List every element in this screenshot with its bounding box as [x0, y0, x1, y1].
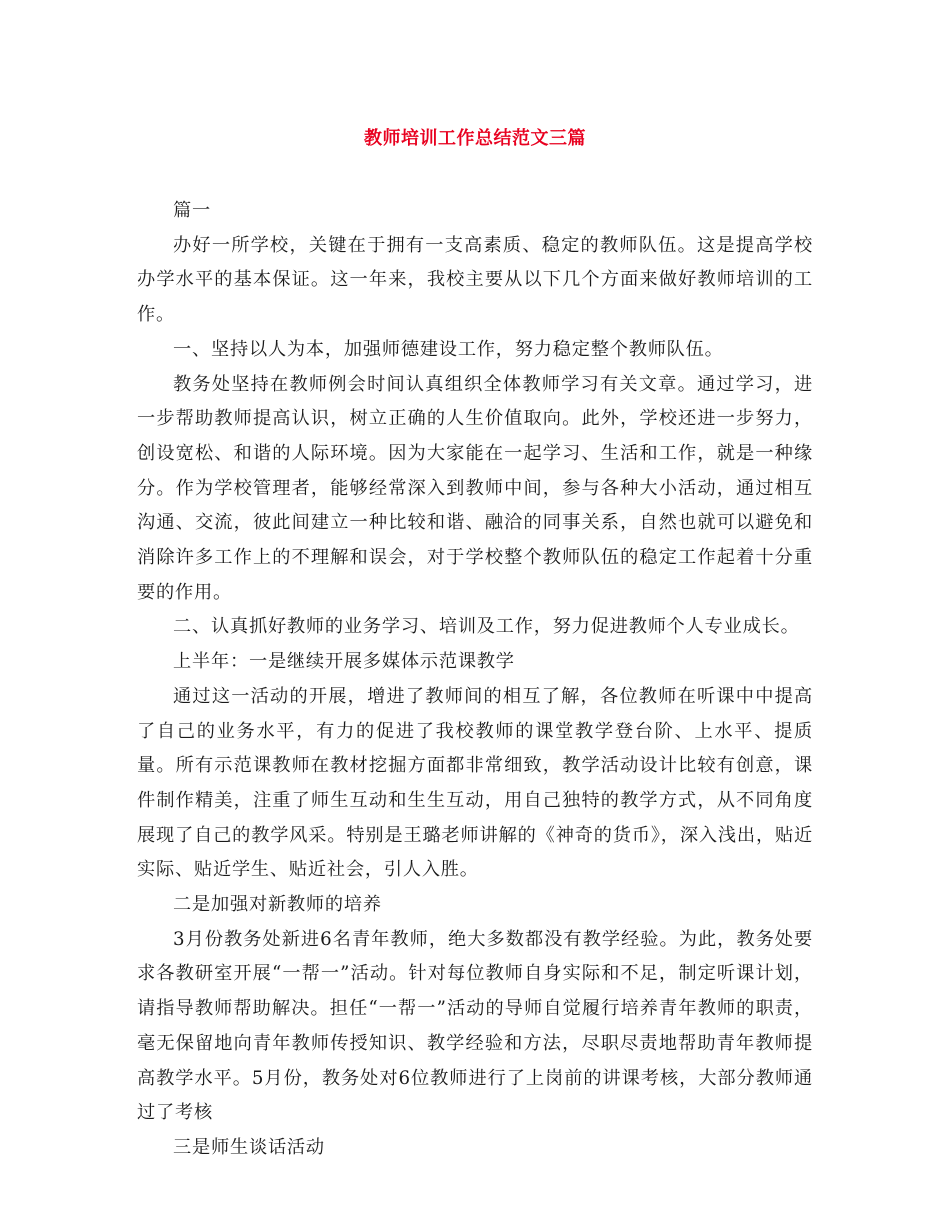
intro-paragraph: 办好一所学校，关键在于拥有一支高素质、稳定的教师队伍。这是提高学校办学水平的基本保证。这一年来，我校主要从以下几个方面来做好教师培训的工作。: [137, 234, 813, 326]
paragraph-new-teachers: 3月份教务处新进6名青年教师，绝大多数都没有教学经验。为此，教务处要求各教研室开展“一帮一”活动。针对每位教师自身实际和不足，制定听课计划，请指导教师帮助解决。担任“一帮一”活动的导师自觉履行培养青年教师的职责，毫无保留地向青年教师传授知识、教学经验和方法，尽职尽责地帮助青年教师提高教学水平。5月份，教务处对6位教师进行了上岗前的讲课考核，大部分教师通过了考核: [137, 928, 813, 1124]
subheading-new-teachers: 二是加强对新教师的培养: [173, 894, 382, 916]
section-heading-1: 一、坚持以人为本，加强师德建设工作，努力稳定整个教师队伍。: [173, 338, 724, 360]
document-title: 教师培训工作总结范文三篇: [364, 128, 586, 149]
subheading-talks: 三是师生谈话活动: [173, 1136, 325, 1158]
section-heading-part-one: 篇一: [173, 200, 211, 221]
paragraph-demo-lessons: 通过这一活动的开展，增进了教师间的相互了解，各位教师在听课中中提高了自己的业务水平，有力的促进了我校教师的课堂教学登台阶、上水平、提质量。所有示范课教师在教材挖掘方面都非常细致，教学活动设计比较有创意，课件制作精美，注重了师生互动和生生互动，用自己独特的教学方式，从不同角度展现了自己的教学风采。特别是王璐老师讲解的《神奇的货币》，深入浅出，贴近实际、贴近学生、贴近社会，引人入胜。: [137, 685, 813, 881]
paragraph-ethics: 教务处坚持在教师例会时间认真组织全体教师学习有关文章。通过学习，进一步帮助教师提高认识，树立正确的人生价值取向。此外，学校还进一步努力，创设宽松、和谐的人际环境。因为大家能在一起学习、生活和工作，就是一种缘分。作为学校管理者，能够经常深入到教师中间，参与各种大小活动，通过相互沟通、交流，彼此间建立一种比较和谐、融洽的同事关系，自然也就可以避免和消除许多工作上的不理解和误会，对于学校整个教师队伍的稳定工作起着十分重要的作用。: [137, 373, 813, 603]
subheading-first-half: 上半年：一是继续开展多媒体示范课教学: [173, 651, 515, 673]
section-heading-2: 二、认真抓好教师的业务学习、培训及工作，努力促进教师个人专业成长。: [173, 616, 800, 638]
document-body: [137, 194, 813, 1166]
